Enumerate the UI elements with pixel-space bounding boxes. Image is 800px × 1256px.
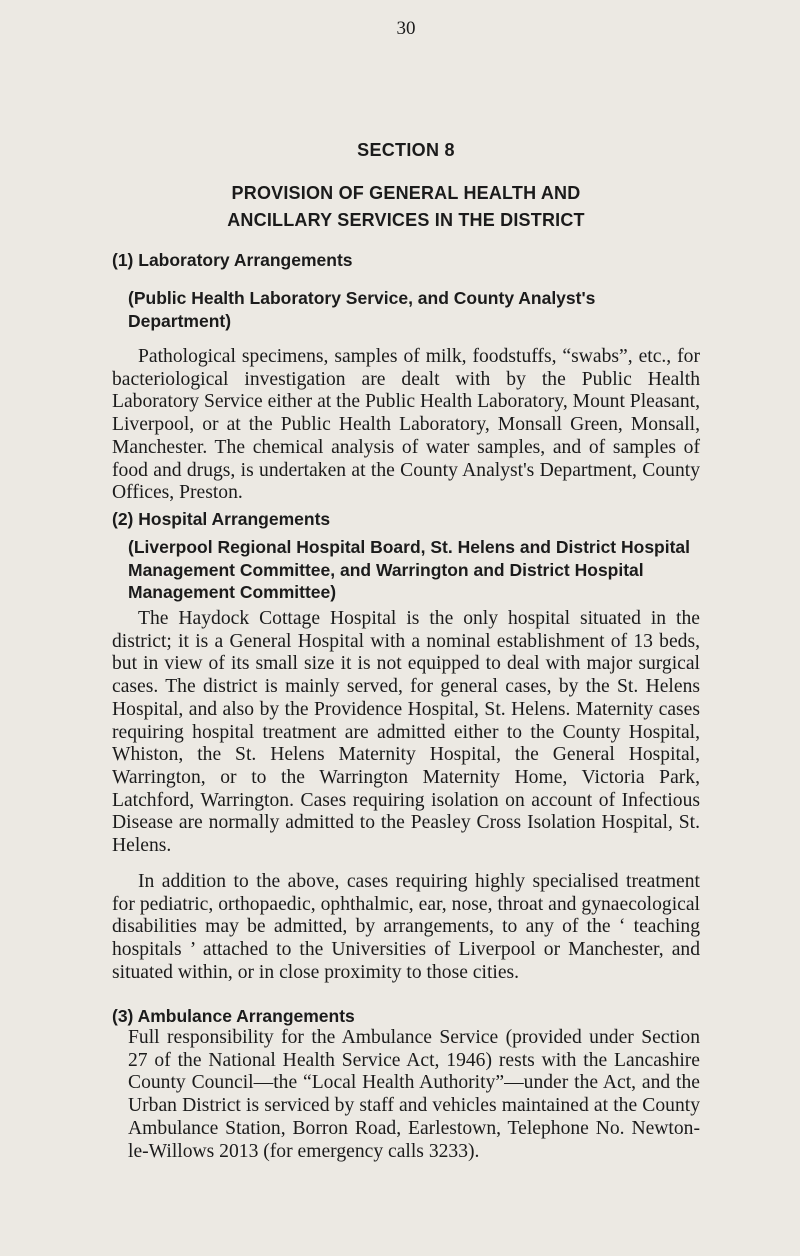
- ambulance-paragraph: Full responsibility for the Ambulance Service (provided under Section 27 of the National Health Service Act, 1946) rests with the Lancashire County Council—the “Local Health Authority”—under the Act, and the Urban District is serviced by staff and vehicles maintained at the County Ambulance Station, Borron Road, Earlestown, Telephone No. Newton-le-Willows 2013 (for emergency calls 3233).: [128, 1027, 700, 1162]
- hospital-subheading: (Liverpool Regional Hospital Board, St. Helens and District Hospital Management Committee, and Warrington and District Hospital Management Committee): [128, 537, 691, 602]
- laboratory-heading: (1) Laboratory Arrangements: [112, 250, 353, 270]
- ambulance-heading: (3) Ambulance Arrangements: [112, 1006, 355, 1026]
- page-number: 30: [396, 18, 416, 39]
- hospital-paragraph-2: In addition to the above, cases requiring highly specialised treatment for pediatric, orthopaedic, ophthalmic, ear, nose, throat and gynaecological disabilities may be admitted, by arrangements, to any of the ‘ teaching hospitals ’ attached to the Universities of Liverpool or Manchester, and situated within, or in close proximity to those cities.: [112, 871, 700, 983]
- laboratory-subheading: (Public Health Laboratory Service, and County Analyst's Department): [128, 288, 596, 331]
- section-label: SECTION 8: [357, 140, 455, 160]
- laboratory-paragraph: Pathological specimens, samples of milk, foodstuffs, “swabs”, etc., for bacteriological investigation are dealt with by the Public Health Laboratory Service either at the Public Health Laboratory, Mount Pleasant, Liverpool, or at the Public Health Laboratory, Monsall Green, Monsall, Manchester. The chemical analysis of water samples, and of samples of food and drugs, is undertaken at the County Analyst's Department, County Offices, Preston.: [112, 346, 700, 504]
- page-title: PROVISION OF GENERAL HEALTH AND ANCILLARY SERVICES IN THE DISTRICT: [227, 183, 585, 230]
- hospital-paragraph-1: The Haydock Cottage Hospital is the only hospital situated in the district; it is a General Hospital with a nominal establishment of 13 beds, but in view of its small size it is not equipped to deal with major surgical cases. The district is mainly served, for general cases, by the St. Helens Hospital, and also by the Providence Hospital, St. Helens. Maternity cases requiring hospital treatment are admitted either to the County Hospital, Whiston, the St. Helens Maternity Hospital, the General Hospital, Warrington, or to the Warrington Maternity Home, Victoria Park, Latchford, Warrington. Cases requiring isolation on account of Infectious Disease are normally admitted to the Peasley Cross Isolation Hospital, St. Helens.: [112, 608, 700, 857]
- hospital-heading: (2) Hospital Arrangements: [112, 509, 331, 529]
